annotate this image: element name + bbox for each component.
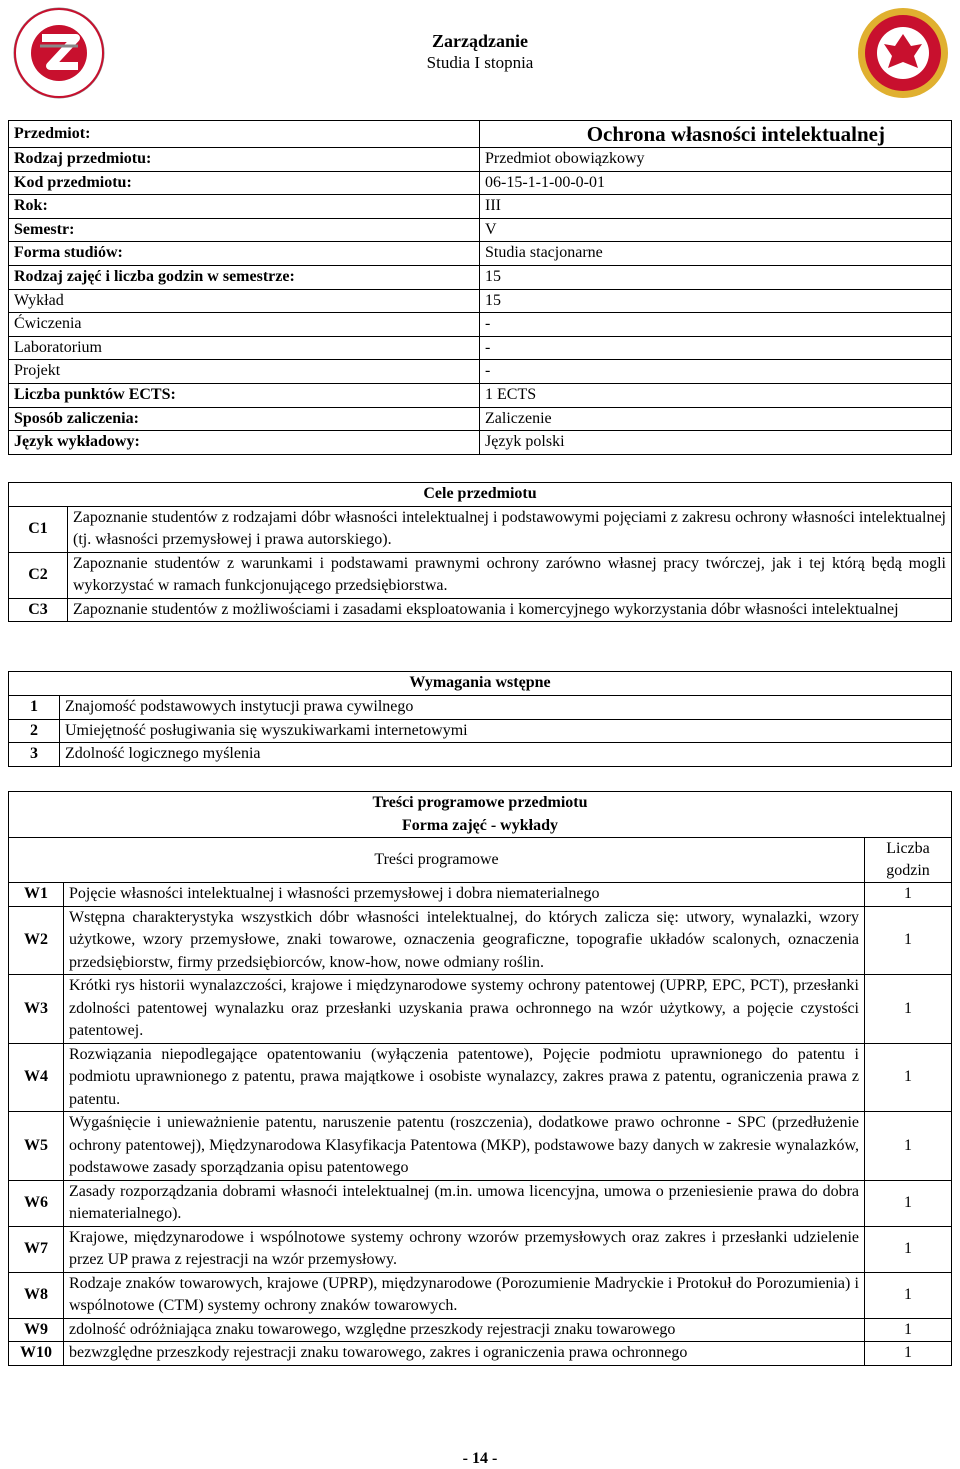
field-of-study: Zarządzanie [432,31,528,51]
info-label: Wykład [9,289,480,313]
content-text: Wstępna charakterystyka wszystkich dóbr własności intelektualnej, do których zalicza się: utwory, wynalazki, wzory użytkowe, wzory przemysłowe, znaki towarowe, oznaczenia geograficzne, topografie układów scalonych, oznaczenia przedsiębiorstw, firmy przedsiębiorców, know-how, nowe odmiany roślin. [64,906,865,975]
goal-text: Zapoznanie studentów z warunkami i podstawami prawnymi ochrony zarówno własnej pracy twórczej, jak i tej którą będą mogli wykorzystać w ramach funkcjonującego przedsiębiorstwa. [68,552,952,598]
content-hours: 1 [865,1342,952,1366]
info-value: Studia stacjonarne [480,242,952,266]
content-row [9,1342,952,1366]
content-code: W1 [9,883,64,907]
info-row [9,218,952,242]
info-value: Język polski [480,431,952,455]
content-row [9,1112,952,1181]
info-value: - [480,360,952,384]
content-hours: 1 [865,883,952,907]
content-text: Zasady rozporządzania dobrami własnoći intelektualnej (m.in. umowa licencyjna, umowa o przeniesienie prawa do dobra niematerialnego). [64,1180,865,1226]
content-code: W10 [9,1342,64,1366]
requirements-table [8,671,952,767]
requirement-text: Zdolność logicznego myślenia [60,743,952,767]
content-text: Rodzaje znaków towarowych, krajowe (UPRP), międzynarodowe (Porozumienie Madryckie i Protokuł do Porozumienia) i wspólnotowe (CTM) systemy ochrony znaków towarowych. [64,1272,865,1318]
info-label: Sposób zaliczenia: [9,407,480,431]
info-row [9,360,952,384]
document-header [0,30,960,74]
info-row [9,148,952,172]
info-row [9,171,952,195]
content-row [9,1043,952,1112]
content-row [9,975,952,1044]
course-info-table [8,120,952,455]
info-value: V [480,218,952,242]
info-row [9,195,952,219]
goal-row [9,598,952,622]
info-label: Liczba punktów ECTS: [9,383,480,407]
content-text: Pojęcie własności intelektualnej i własności przemysłowej i dobra niematerialnego [64,883,865,907]
content-hours: 1 [865,1043,952,1112]
info-value: 15 [480,289,952,313]
content-row [9,1272,952,1318]
goal-text: Zapoznanie studentów z możliwościami i zasadami eksploatowania i komercyjnego wykorzystania dóbr własności intelektualnej [68,598,952,622]
info-row [9,407,952,431]
content-row [9,1226,952,1272]
info-value: 06-15-1-1-00-0-01 [480,171,952,195]
content-hours: 1 [865,975,952,1044]
content-code: W6 [9,1180,64,1226]
content-hours: 1 [865,1318,952,1342]
column-header-hours: Liczba godzin [865,838,952,883]
info-row [9,431,952,455]
goals-title: Cele przedmiotu [9,483,952,507]
content-code: W5 [9,1112,64,1181]
info-label: Kod przedmiotu: [9,171,480,195]
info-value: - [480,313,952,337]
info-value: - [480,336,952,360]
content-hours: 1 [865,1272,952,1318]
content-hours: 1 [865,1112,952,1181]
requirement-text: Umiejętność posługiwania się wyszukiwarkami internetowymi [60,719,952,743]
info-row [9,336,952,360]
info-label: Rodzaj zajęć i liczba godzin w semestrze: [9,265,480,289]
info-row [9,313,952,337]
info-value: Ochrona własności intelektualnej [480,121,952,148]
course-goals-table [8,482,952,622]
requirement-number: 3 [9,743,60,767]
content-row [9,906,952,975]
info-value: 1 ECTS [480,383,952,407]
content-hours: 1 [865,906,952,975]
info-label: Język wykładowy: [9,431,480,455]
info-row [9,121,952,148]
info-label: Ćwiczenia [9,313,480,337]
content-title: Treści programowe przedmiotu [9,792,952,815]
content-code: W4 [9,1043,64,1112]
info-value: Zaliczenie [480,407,952,431]
content-row [9,883,952,907]
goal-text: Zapoznanie studentów z rodzajami dóbr własności intelektualnej i podstawowymi pojęciami z zakresu ochrony własności intelektualnej (tj. własności przemysłowej i prawa autorskiego). [68,506,952,552]
info-label: Przedmiot: [9,121,480,148]
info-row [9,383,952,407]
info-row [9,289,952,313]
goal-code: C3 [9,598,68,622]
requirement-row [9,696,952,720]
column-header-content: Treści programowe [9,838,865,883]
content-code: W8 [9,1272,64,1318]
content-text: Wygaśnięcie i unieważnienie patentu, naruszenie patentu (roszczenia), dodatkowe prawo ochronne - SPC (przedłużenie ochrony patentowej), Międzynarodowa Klasyfikacja Patentowa (MKP), podstawowe bazy danych w zakresie wynalazków, podstawowe zasady sporządzania opisu patentowego [64,1112,865,1181]
goal-code: C2 [9,552,68,598]
requirement-row [9,719,952,743]
content-text: Krajowe, międzynarodowe i wspólnotowe systemy ochrony wzorów przemysłowych oraz zakres i przesłanki udzielenie przez UP prawa z rejestracji na wzór przemysłowy. [64,1226,865,1272]
requirement-row [9,743,952,767]
info-value: 15 [480,265,952,289]
requirement-number: 1 [9,696,60,720]
content-subtitle: Forma zajęć - wykłady [9,815,952,838]
info-label: Rodzaj przedmiotu: [9,148,480,172]
study-level: Studia I stopnia [426,53,534,72]
info-value: Przedmiot obowiązkowy [480,148,952,172]
goal-row [9,552,952,598]
content-text: zdolność odróżniająca znaku towarowego, względne przeszkody rejestracji znaku towarowego [64,1318,865,1342]
info-label: Forma studiów: [9,242,480,266]
content-code: W9 [9,1318,64,1342]
content-hours: 1 [865,1180,952,1226]
requirements-title: Wymagania wstępne [9,672,952,696]
content-text: Krótki rys historii wynalazczości, krajowe i międzynarodowe systemy ochrony patentowej (UPRP, EPC, PCT), przesłanki zdolności patentowej wynalazku oraz przesłanki uzyskania prawa ochronnego na wzór użytkowy, a pojęcie czystości patentowej. [64,975,865,1044]
requirement-number: 2 [9,719,60,743]
goal-code: C1 [9,506,68,552]
info-value: III [480,195,952,219]
content-text: Rozwiązania niepodlegające opatentowaniu (wyłączenia patentowe), Pojęcie podmiotu uprawnionego do patentu i podmiotu uprawnionego z patentu, prawa majątkowe i osobiste wynalazcy, zakres prawa z patentu, ograniczenia prawa z patentu. [64,1043,865,1112]
content-code: W7 [9,1226,64,1272]
info-label: Laboratorium [9,336,480,360]
info-label: Semestr: [9,218,480,242]
info-label: Rok: [9,195,480,219]
content-code: W2 [9,906,64,975]
page-number: - 14 - [462,1450,498,1467]
info-label: Projekt [9,360,480,384]
requirement-text: Znajomość podstawowych instytucji prawa cywilnego [60,696,952,720]
goal-row [9,506,952,552]
info-row [9,242,952,266]
content-row [9,1180,952,1226]
content-code: W3 [9,975,64,1044]
content-text: bezwzględne przeszkody rejestracji znaku towarowego, zakres i ograniczenia prawa ochronnego [64,1342,865,1366]
content-hours: 1 [865,1226,952,1272]
program-content-table [8,791,952,1366]
info-row [9,265,952,289]
content-row [9,1318,952,1342]
